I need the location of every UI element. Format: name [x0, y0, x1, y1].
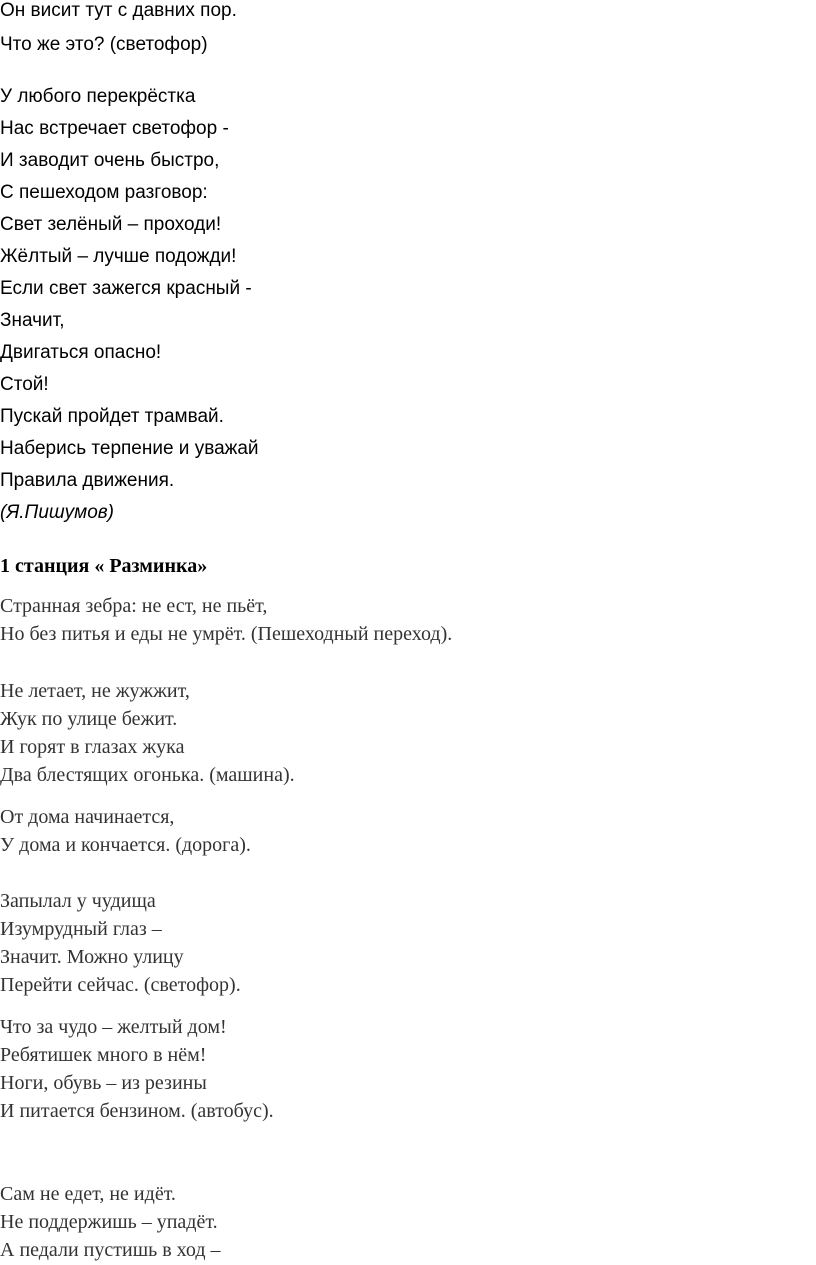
poem-line: Стой! [0, 374, 49, 395]
riddle-line: От дома начинается, [0, 806, 175, 828]
riddle-line: Ребятишек много в нём! [0, 1044, 207, 1066]
poem-line: Свет зелёный – проходи! [0, 214, 222, 235]
poem-line: Пускай пройдет трамвай. [0, 406, 224, 427]
riddle-line: Но без питья и еды не умрёт. (Пешеходный переход). [0, 623, 453, 645]
riddle-line: Не поддержишь – упадёт. [0, 1211, 218, 1233]
riddle-line: Сам не едет, не идёт. [0, 1183, 176, 1205]
riddle-line: У дома и кончается. (дорога). [0, 834, 251, 856]
riddle-line: Жук по улице бежит. [0, 708, 178, 730]
poem-line: Нас встречает светофор - [0, 118, 229, 139]
poem-line: Правила движения. [0, 470, 175, 491]
poem-author: (Я.Пишумов) [0, 502, 114, 523]
riddle-line: А педали пустишь в ход – [0, 1239, 221, 1261]
riddle-line: Перейти сейчас. (светофор). [0, 974, 241, 996]
poem-line: Двигаться опасно! [0, 342, 162, 363]
riddle-line: Что за чудо – желтый дом! [0, 1016, 227, 1038]
poem-line: И заводит очень быстро, [0, 150, 220, 171]
riddle-line: Изумрудный глаз – [0, 918, 162, 940]
poem-line: Значит, [0, 310, 65, 331]
riddle-line: И питается бензином. (автобус). [0, 1100, 274, 1122]
riddle-line: Два блестящих огонька. (машина). [0, 764, 295, 786]
poem-line: С пешеходом разговор: [0, 182, 208, 203]
intro-line: Что же это? (светофор) [0, 34, 208, 55]
riddle-line: Запылал у чудища [0, 890, 156, 912]
riddle-line: Значит. Можно улицу [0, 946, 184, 968]
intro-line: Он висит тут с давних пор. [0, 0, 237, 21]
poem-line: У любого перекрёстка [0, 86, 196, 107]
riddle-line: Не летает, не жужжит, [0, 680, 190, 702]
riddle-line: И горят в глазах жука [0, 736, 185, 758]
riddle-line: Ноги, обувь – из резины [0, 1072, 207, 1094]
poem-line: Наберись терпение и уважай [0, 438, 259, 459]
station-heading: 1 станция « Разминка» [0, 555, 208, 577]
poem-line: Если свет зажегся красный - [0, 278, 252, 299]
poem-line: Жёлтый – лучше подожди! [0, 246, 237, 267]
riddle-line: Странная зебра: не ест, не пьёт, [0, 595, 268, 617]
